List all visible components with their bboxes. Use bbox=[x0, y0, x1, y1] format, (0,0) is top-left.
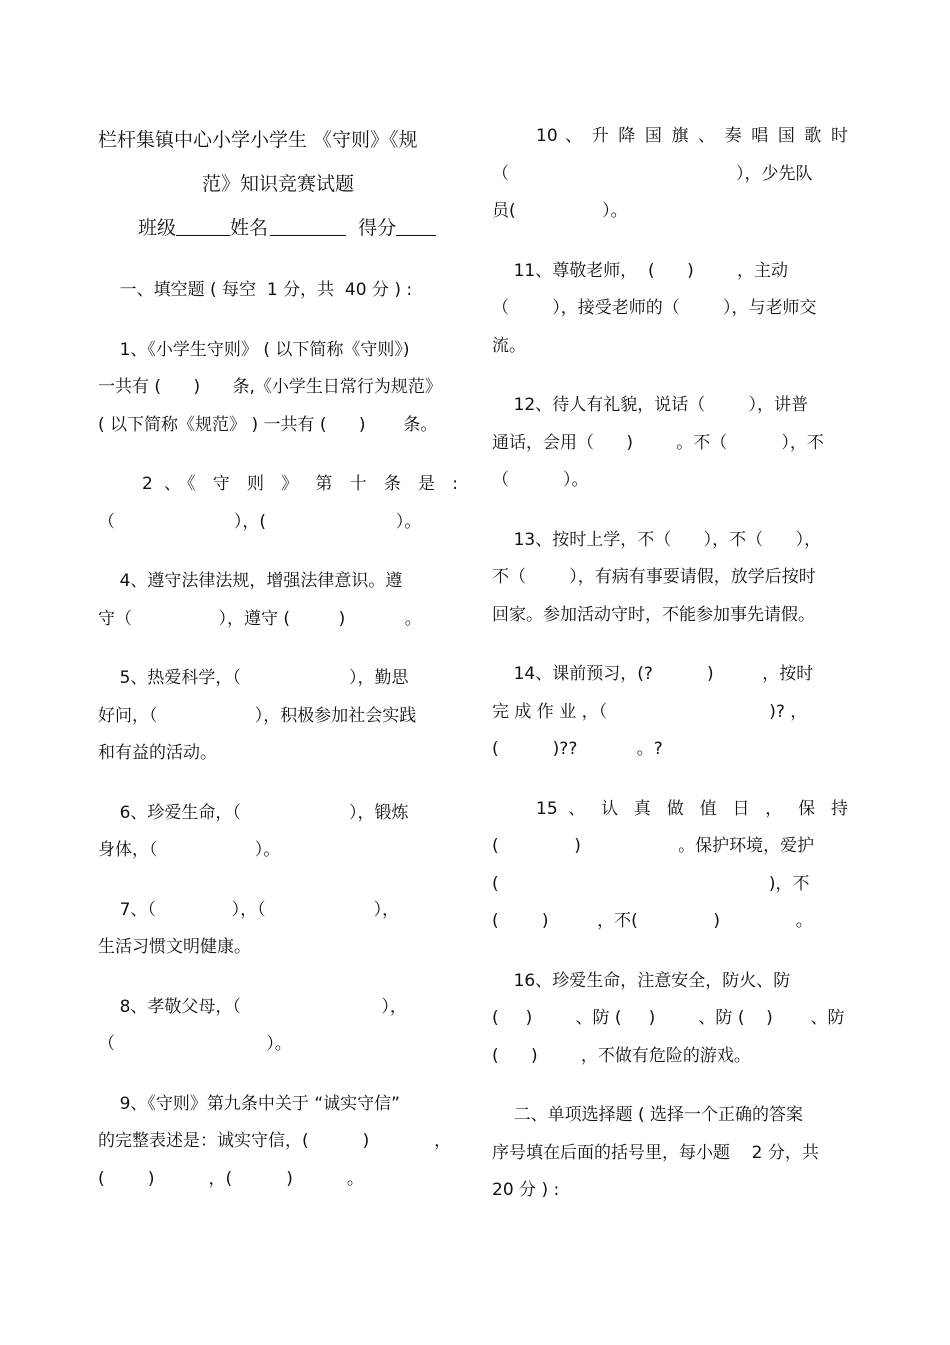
name-blank[interactable] bbox=[270, 213, 346, 236]
question-5-line-3: 和有益的活动。 bbox=[98, 743, 217, 763]
question-6-line-2: 身体，（ ）。 bbox=[98, 840, 281, 860]
question-7-line-2: 生活习惯文明健康。 bbox=[98, 937, 251, 957]
question-16-line-2: ( ) 、防 ( ) 、防 ( ) 、防 bbox=[492, 1008, 845, 1028]
section-2-heading-line-1: 二、单项选择题 ( 选择一个正确的答案 bbox=[492, 1105, 804, 1125]
question-11-line-3: 流。 bbox=[492, 335, 526, 356]
section-1-heading: 一、填空题 ( 每空 1 分，共 40 分 ) : bbox=[98, 280, 413, 300]
question-1-line-1: 1、《小学生守则》 ( 以下简称《守则》) bbox=[98, 339, 410, 360]
question-5-line-1: 5、热爱科学，（ ），勤思 bbox=[98, 668, 409, 688]
question-16-line-3: ( ) ，不做有危险的游戏。 bbox=[492, 1045, 751, 1066]
question-12-line-1: 12、待人有礼貌，说话（ ），讲普 bbox=[492, 395, 808, 415]
question-5-line-2: 好问，（ ），积极参加社会实践 bbox=[98, 705, 417, 726]
left-column bbox=[98, 118, 458, 1198]
section-2-heading-line-3: 20 分 ) : bbox=[492, 1180, 560, 1200]
question-8-line-1: 8、孝敬父母，（ ）， bbox=[98, 996, 407, 1017]
question-10-line-3: 员( ）。 bbox=[492, 201, 628, 221]
question-14-line-1: 14、课前预习，(? ) ，按时 bbox=[492, 664, 814, 684]
question-2-line-1: 2 、《 守 则 》 第 十 条 是 : bbox=[142, 474, 458, 494]
page-title-line-1: 栏杆集镇中心小学小学生 《守则》《规 bbox=[98, 129, 418, 151]
question-16-line-1: 16、珍爱生命，注意安全，防火、防 bbox=[492, 970, 791, 991]
question-9-line-3: ( ) ，( ) 。 bbox=[98, 1168, 364, 1189]
question-1-line-3: ( 以下简称《规范》 ) 一共有 ( ) 条。 bbox=[98, 414, 438, 435]
class-label: 班级 bbox=[138, 217, 177, 239]
question-1-line-2: 一共有 ( ) 条,《小学生日常行为规范》 bbox=[98, 377, 442, 397]
question-6-line-1: 6、珍爱生命，（ ），锻炼 bbox=[98, 802, 409, 823]
question-9-line-2: 的完整表述是：诚实守信，( ) ， bbox=[98, 1131, 452, 1151]
name-label: 姓名 bbox=[230, 217, 269, 239]
right-column bbox=[492, 118, 848, 1210]
question-15-line-2: ( ) 。保护环境，爱护 bbox=[492, 836, 815, 856]
question-4-line-2: 守（ ），遵守 ( ) 。 bbox=[98, 608, 422, 629]
question-12-line-2: 通话，会用（ ) 。不（ ），不 bbox=[492, 432, 824, 453]
student-info-line bbox=[98, 206, 458, 250]
question-15-line-1: 15 、 认 真 做 值 日 ， 保 持 bbox=[536, 798, 848, 819]
question-10-line-1: 10 、 升 降 国 旗 、 奏 唱 国 歌 时 bbox=[536, 126, 848, 146]
question-2-line-2: （ ），( ）。 bbox=[98, 511, 422, 532]
page-title-line-2: 范》知识竞赛试题 bbox=[201, 173, 354, 195]
question-14-line-2: 完 成 作 业 ，（ )? ， bbox=[492, 701, 808, 722]
question-11-line-1: 11、尊敬老师， ( ) ，主动 bbox=[492, 260, 788, 281]
question-15-line-3: ( )，不 bbox=[492, 873, 810, 894]
question-4-line-1: 4、遵守法律法规，增强法律意识。遵 bbox=[98, 571, 403, 591]
question-13-line-3: 回家。参加活动守时，不能参加事先请假。 bbox=[492, 604, 815, 625]
class-blank[interactable] bbox=[176, 213, 230, 236]
question-13-line-1: 13、按时上学，不（ ），不（ ）， bbox=[492, 529, 822, 550]
score-blank[interactable] bbox=[396, 213, 436, 236]
question-14-line-3: ( )?? 。? bbox=[492, 739, 663, 759]
question-8-line-2: （ ）。 bbox=[98, 1034, 292, 1054]
question-11-line-2: （ ），接受老师的（ ），与老师交 bbox=[492, 298, 817, 318]
question-13-line-2: 不（ ），有病有事要请假，放学后按时 bbox=[492, 567, 816, 587]
score-label: 得分 bbox=[358, 217, 397, 239]
question-7-line-1: 7、（ ），（ ）， bbox=[98, 899, 400, 920]
question-10-line-2: （ ），少先队 bbox=[492, 163, 813, 184]
question-9-line-1: 9、《守则》第九条中关于 “诚实守信” bbox=[98, 1093, 400, 1114]
question-12-line-3: （ ）。 bbox=[492, 470, 589, 490]
section-2-heading-line-2: 序号填在后面的括号里，每小题 2 分，共 bbox=[492, 1142, 819, 1163]
question-15-line-4: ( ) ，不( ) 。 bbox=[492, 911, 813, 931]
